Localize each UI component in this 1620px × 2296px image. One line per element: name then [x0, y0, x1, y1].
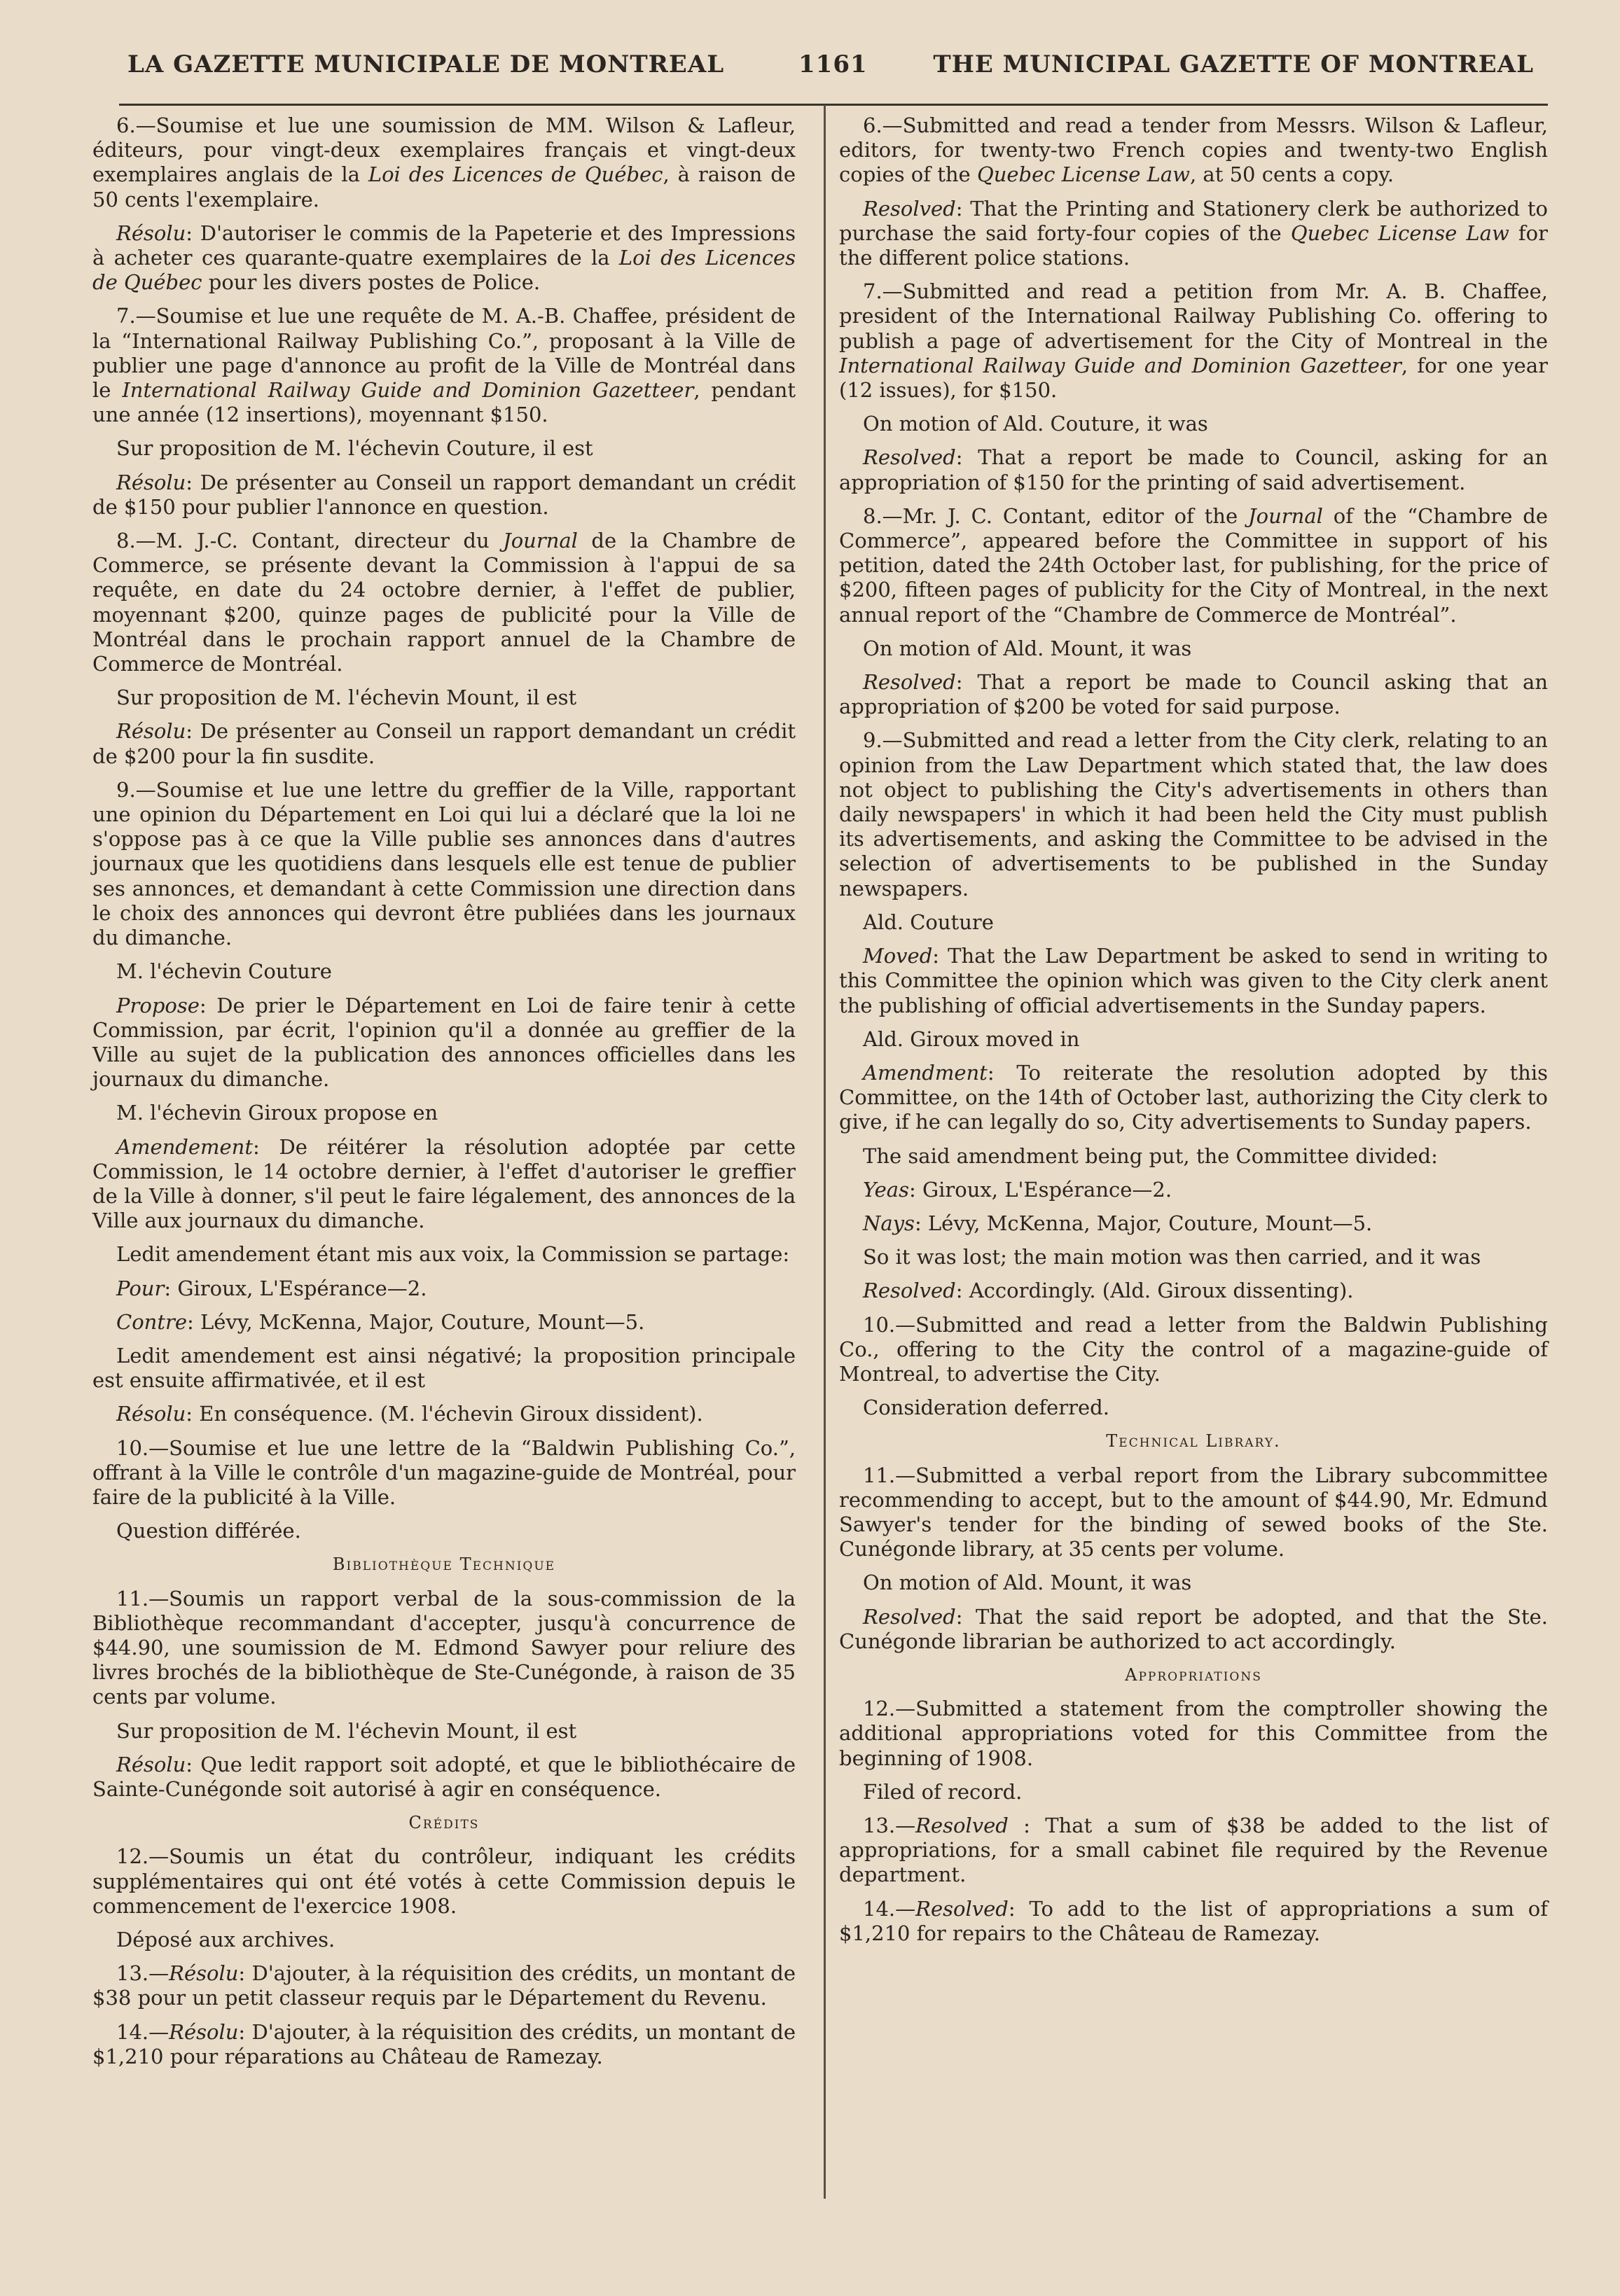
item-6-tender: 6.—Soumise et lue une soumission de MM. Wilson & Lafleur, éditeurs, pour vingt-deux exemplaires français et vingt-deux exemplaires anglais de la Loi des Licences de Québec, à raison de 50 cents l'exemplaire. [92, 113, 796, 211]
item-9-letter: 9.—Submitted and read a letter from the City clerk, relating to an opinion from the Law Department which stated that, the law does not object to publishing the City's advertisements in others than daily newspapers' in which it had been held the City must publish its advertisements, and asking the Committee to be advised in the selection of advertisements to be published in the Sunday newspapers. [839, 728, 1548, 900]
column-divider [824, 105, 826, 2199]
item-9-proposal: Propose: De prier le Département en Loi de faire tenir à cette Commission, par écrit, l'opinion qu'il a donnée au greffier de la Ville au sujet de la publication des annonces officielles dans les journaux du dimanche. [92, 993, 796, 1092]
item-10-deferred: Question différée. [116, 1519, 301, 1543]
item-12-filed: Déposé aux archives. [116, 1928, 335, 1951]
item-9-vote: Ledit amendement étant mis aux voix, la Commission se partage: [116, 1242, 790, 1267]
item-14-resolution: 14.—Resolved: To add to the list of appropriations a sum of $1,210 for repairs to the Château de Ramezay. [839, 1896, 1548, 1945]
page-number: 1161 [798, 50, 868, 78]
item-9-mover: Ald. Couture [863, 910, 994, 934]
running-header [119, 50, 1534, 92]
item-11-resolution: Résolu: Que ledit rapport soit adopté, et que le bibliothécaire de Sainte-Cunégonde soit autorisé à agir en conséquence. [92, 1752, 796, 1801]
item-13-resolution: 13.—Resolved : That a sum of $38 be added to the list of appropriations, for a small cabinet file required by the Revenue department. [839, 1813, 1548, 1887]
item-13-resolution: 13.—Résolu: D'ajouter, à la réquisition des crédits, un montant de $38 pour un petit classeur requis par le Département du Revenu. [92, 1961, 796, 2010]
item-9-nays: Contre: Lévy, McKenna, Major, Couture, Mount—5. [116, 1309, 645, 1334]
header-rule [119, 104, 1548, 106]
section-heading-library: Bibliothèque Technique [332, 1554, 556, 1575]
item-12-statement: 12.—Submitted a statement from the comptroller showing the additional appropriations voted for this Committee from the beginning of 1908. [839, 1697, 1548, 1770]
item-9-amendment: Amendment: To reiterate the resolution adopted by this Committee, on the 14th of October last, authorizing the City clerk to give, if he can legally do so, City advertisements to Sunday papers. [839, 1060, 1548, 1134]
item-7-motion: On motion of Ald. Couture, it was [863, 412, 1208, 436]
item-9-yeas: Yeas: Giroux, L'Espérance—2. [863, 1177, 1172, 1202]
item-8-resolution: Résolu: De présenter au Conseil un rapport demandant un crédit de $200 pour la fin susdite. [92, 719, 796, 768]
item-14-resolution: 14.—Résolu: D'ajouter, à la réquisition des crédits, un montant de $1,210 pour réparations au Château de Ramezay. [92, 2019, 796, 2068]
item-7-petition: 7.—Submitted and read a petition from Mr. A. B. Chaffee, president of the International Railway Publishing Co. offering to publish a page of advertisement for the City of Montreal in the International Railway Guide and Dominion Gazetteer, for one year (12 issues), for $150. [839, 279, 1548, 403]
item-8-motion: Sur proposition de M. l'échevin Mount, il est [116, 686, 577, 710]
item-9-result: Ledit amendement est ainsi négativé; la proposition principale est ensuite affirmativée, et il est [92, 1343, 796, 1393]
item-8-request: 8.—Mr. J. C. Contant, editor of the Journal of the “Chambre de Commerce”, appeared before the Committee in support of his petition, dated the 24th October last, for publishing, for the price of $200, fifteen pages of publicity for the City of Montreal, in the next annual report of the “Chambre de Commerce de Montréal”. [839, 503, 1548, 627]
item-11-motion: Sur proposition de M. l'échevin Mount, il est [116, 1718, 577, 1743]
item-9-yeas: Pour: Giroux, L'Espérance—2. [116, 1276, 427, 1300]
item-9-nays: Nays: Lévy, McKenna, Major, Couture, Mount—5. [863, 1211, 1373, 1235]
item-9-proposal: Moved: That the Law Department be asked to send in writing to this Committee the opinion which was given to the City clerk anent the publishing of official advertisements in the Sunday papers. [839, 944, 1548, 1017]
item-11-resolution: Resolved: That the said report be adopted, and that the Ste. Cunégonde librarian be authorized to act accordingly. [839, 1604, 1548, 1653]
french-column [92, 113, 796, 2078]
item-12-statement: 12.—Soumis un état du contrôleur, indiquant les crédits supplémentaires qui ont été votés à cette Commission depuis le commencement de l'exercice 1908. [92, 1844, 796, 1918]
item-12-filed: Filed of record. [863, 1779, 1023, 1804]
item-7-petition: 7.—Soumise et lue une requête de M. A.-B. Chaffee, président de la “International Railway Publishing Co.”, proposant à la Ville de publier une page d'annonce au profit de la Ville de Montréal dans le International Railway Guide and Dominion Gazetteer, pendant une année (12 insertions), moyennant $150. [92, 304, 796, 427]
item-10-letter: 10.—Submitted and read a letter from the Baldwin Publishing Co., offering to the City the control of a magazine-guide of Montreal, to advertise the City. [839, 1312, 1548, 1386]
item-7-resolution: Resolved: That a report be made to Council, asking for an appropriation of $150 for the printing of said advertisement. [839, 445, 1548, 494]
item-10-deferred: Consideration deferred. [863, 1396, 1109, 1420]
item-6-resolution: Resolved: That the Printing and Stationery clerk be authorized to purchase the said forty-four copies of the Quebec License Law for the different police stations. [839, 196, 1548, 270]
item-9-amend-mover: Ald. Giroux moved in [863, 1027, 1080, 1051]
item-6-resolution: Résolu: D'autoriser le commis de la Papeterie et des Impressions à acheter ces quarante-quatre exemplaires de la Loi des Licences de Québec pour les divers postes de Police. [92, 221, 796, 295]
section-heading-credits: Crédits [408, 1813, 480, 1833]
header-title-french: LA GAZETTE MUNICIPALE DE MONTREAL [127, 50, 725, 78]
section-heading-appropriations: Appropriations [1125, 1664, 1262, 1685]
item-9-letter: 9.—Soumise et lue une lettre du greffier de la Ville, rapportant une opinion du Département en Loi qui lui a déclaré que la loi ne s'oppose pas à ce que la Ville publie ses annonces dans d'autres journaux que les quotidiens dans lesquels elle est tenue de publier ses annonces, et demandant à cette Commission une direction dans le choix des annonces qui devront être publiées dans les journaux du dimanche. [92, 777, 796, 950]
item-8-resolution: Resolved: That a report be made to Council asking that an appropriation of $200 be voted for said purpose. [839, 670, 1548, 719]
item-9-amend-mover: M. l'échevin Giroux propose en [116, 1101, 438, 1125]
item-7-motion: Sur proposition de M. l'échevin Couture, il est [116, 436, 593, 461]
item-11-report: 11.—Submitted a verbal report from the Library subcommittee recommending to accept, but to the amount of $44.90, Mr. Edmund Sawyer's tender for the binding of sewed books of the Ste. Cunégonde library, at 35 cents per volume. [839, 1463, 1548, 1561]
item-8-request: 8.—M. J.-C. Contant, directeur du Journal de la Chambre de Commerce, se présente devant la Commission à l'appui de sa requête, en date du 24 octobre dernier, à l'effet de publier, moyennant $200, quinze pages de publicité pour la Ville de Montréal dans le prochain rapport annuel de la Chambre de Commerce de Montréal. [92, 529, 796, 676]
header-title-english: THE MUNICIPAL GAZETTE OF MONTREAL [933, 50, 1534, 78]
item-9-resolution: Resolved: Accordingly. (Ald. Giroux dissenting). [863, 1279, 1354, 1303]
item-9-mover: M. l'échevin Couture [116, 959, 332, 984]
item-11-motion: On motion of Ald. Mount, it was [863, 1571, 1192, 1595]
english-column [839, 113, 1548, 1955]
item-10-letter: 10.—Soumise et lue une lettre de la “Baldwin Publishing Co.”, offrant à la Ville le contrôle d'un magazine-guide de Montréal, pour faire de la publicité à la Ville. [92, 1435, 796, 1509]
item-6-tender: 6.—Submitted and read a tender from Messrs. Wilson & Lafleur, editors, for twenty-two French copies and twenty-two English copies of the Quebec License Law, at 50 cents a copy. [839, 113, 1548, 187]
item-9-resolution: Résolu: En conséquence. (M. l'échevin Giroux dissident). [116, 1402, 703, 1426]
item-11-report: 11.—Soumis un rapport verbal de la sous-commission de la Bibliothèque recommandant d'accepter, jusqu'à concurrence de $44.90, une soumission de M. Edmond Sawyer pour reliure des livres brochés de la bibliothèque de Ste-Cunégonde, à raison de 35 cents par volume. [92, 1586, 796, 1709]
item-9-amendment: Amendement: De réitérer la résolution adoptée par cette Commission, le 14 octobre dernier, à l'effet d'autoriser le greffier de la Ville à donner, s'il peut le faire légalement, des annonces de la Ville aux journaux du dimanche. [92, 1134, 796, 1233]
item-7-resolution: Résolu: De présenter au Conseil un rapport demandant un crédit de $150 pour publier l'annonce en question. [92, 470, 796, 519]
item-8-motion: On motion of Ald. Mount, it was [863, 636, 1192, 660]
item-9-vote: The said amendment being put, the Committee divided: [863, 1143, 1438, 1168]
section-heading-library: Technical Library. [1106, 1431, 1281, 1452]
item-9-result: So it was lost; the main motion was then carried, and it was [863, 1245, 1481, 1269]
